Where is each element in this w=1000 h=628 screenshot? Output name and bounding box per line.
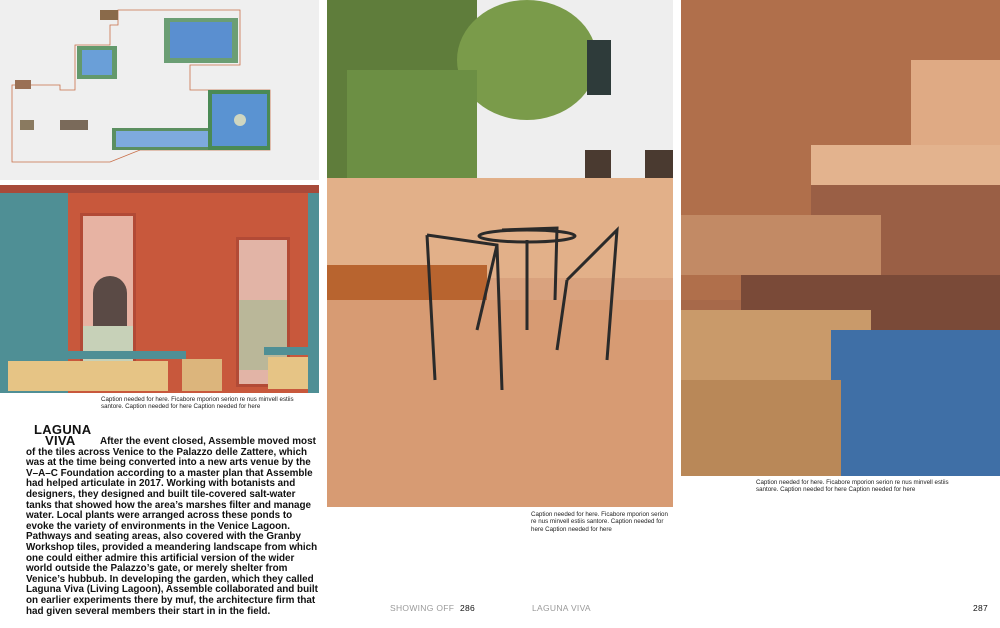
footer-left-page-number: 286: [460, 603, 476, 613]
courtyard-photo: [327, 0, 673, 507]
garden-plan-image: [0, 0, 319, 180]
footer-left-section: SHOWING OFF: [390, 603, 455, 613]
caption-right: Caption needed for here. Ficabore mporion serion re nus minvell estiis santore. Caption needed for here Caption needed for here: [756, 479, 949, 494]
interior-render-image: [0, 185, 319, 393]
article-body: [26, 433, 322, 617]
footer-right-section: LAGUNA VIVA: [532, 603, 591, 613]
courtyard-furniture: [327, 0, 673, 507]
article-heading-line2: VIVA: [45, 433, 76, 448]
caption-left: Caption needed for here. Ficabore mporion serion re nus minvell estiis santore. Caption needed for here Caption needed for here: [101, 396, 294, 411]
caption-middle: Caption needed for here. Ficabore mporion serion re nus minvell estiis santore. Caption needed for here Caption needed for here: [531, 511, 668, 533]
tiled-steps-photo: [681, 0, 1000, 476]
garden-plan-drawing: [0, 0, 319, 180]
article-heading-line1: LAGUNA: [34, 422, 92, 437]
article-body-text: After the event closed, Assemble moved most of the tiles across Venice to the Palazzo delle Zattere, which was at the time being converted into a new arts venue by the V–A–C Foundation according to a master plan that Assemble had helped articulate in 2017. Working with botanists and designers, they designed and built tile-covered salt-water tanks that showed how the area’s marshes filter and manage water. Local plants were arranged across these ponds to evoke the variety of environments in the Venice Lagoon. Pathways and seating areas, also covered with the Granby Workshop tiles, provided a meandering landscape from which one could either admire this artificial version of the wider world outside the Palazzo’s gate, or merely shelter from Venice’s hubbub. In developing the garden, which they called Laguna Viva (Living Lagoon), Assemble collaborated and built on earlier experiments there by muf, the architecture firm that had given several members their start in in the field.: [26, 436, 318, 617]
footer-right-page-number: 287: [973, 603, 989, 613]
